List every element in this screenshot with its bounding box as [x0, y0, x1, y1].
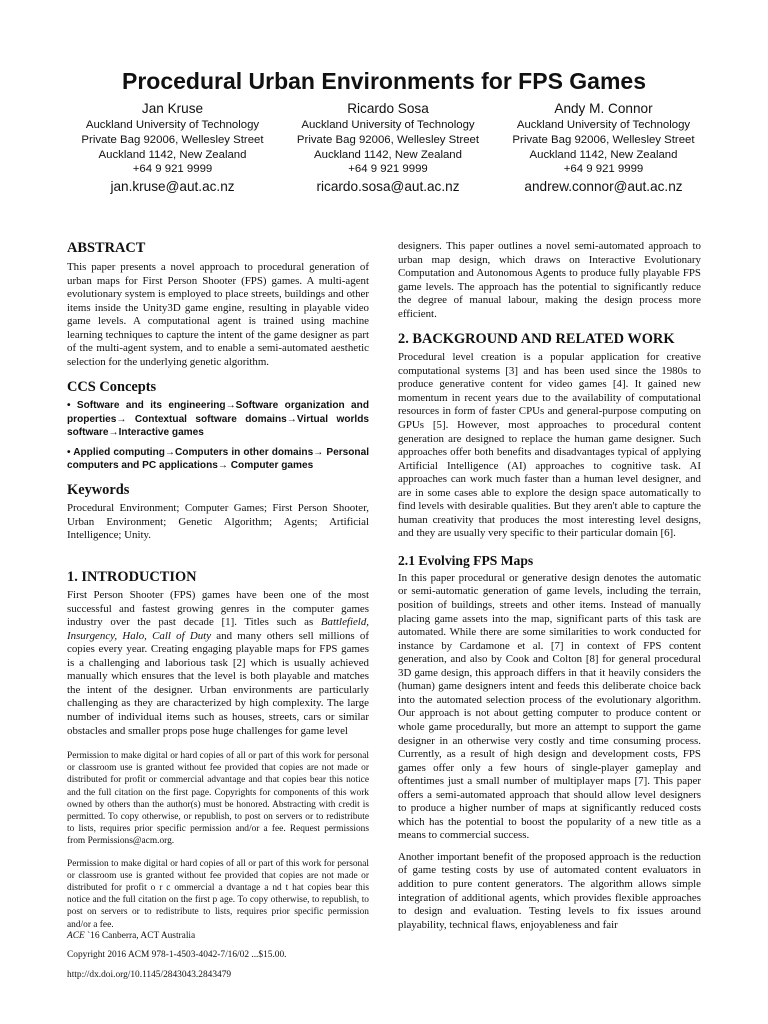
author-address-line: Private Bag 92006, Wellesley Street: [512, 133, 695, 146]
author-block: [70, 99, 706, 196]
doi-link[interactable]: http://dx.doi.org/10.1145/2843043.2843479: [67, 970, 232, 981]
keywords-heading: Keywords: [67, 482, 130, 499]
evolving-maps-heading: 2.1 Evolving FPS Maps: [398, 552, 534, 568]
author-address-line: Private Bag 92006, Wellesley Street: [81, 133, 264, 146]
author-card: [286, 99, 491, 196]
copyright-notice: Permission to make digital or hard copies of all or part of this work for personal or classroom use is granted without fee provided that copies are not made or distributed for profit or commercial advantage and that copies bear this notice and the full citation on the first page. Copyrights for components of this work owned by others than the author(s) must be honored. Abstracting with credit is permitted. To copy otherwise, or republish, to post on servers or to redistribute to lists, requires prior specific permission and/or a fee. Request permissions from Permissions@acm.org.: [67, 751, 369, 847]
venue-detail: `16 Canberra, ACT Australia: [84, 930, 196, 941]
author-name: Andy M. Connor: [554, 101, 653, 116]
author-address-line: Private Bag 92006, Wellesley Street: [296, 133, 480, 146]
introduction-continuation: designers. This paper outlines a novel semi-automated approach to urban map design, which draws on Interactive Evolutionary Computation and Autonomous Agents to produce fully playable FPS game levels. The approach has the potential to significantly reduce the degree of manual labour, making the design process more efficient.: [398, 240, 701, 320]
keywords-text: Procedural Environment; Computer Games; First Person Shooter, Urban Environment; Genetic Algorithm; Agents; Artificial Intelligence; Unity.: [67, 502, 369, 542]
author-email: andrew.connor@aut.ac.nz: [524, 179, 683, 195]
background-heading: 2. BACKGROUND AND RELATED WORK: [398, 331, 675, 348]
venue-name: ACE: [67, 930, 85, 941]
author-affiliation: Auckland University of Technology: [301, 119, 475, 131]
abstract-text: This paper presents a novel approach to procedural generation of urban maps for First Person Shooter (FPS) games. A multi-agent evolutionary system is employed to place streets, buildings and other items inside the Unity3D game engine, resulting in playable video game levels. A computational agent is trained using machine learning techniques to capture the intent of the game designer as part of the multi-agent system, and to enable a semi-automated aesthetic selection for the underlying genetic algorithm.: [67, 261, 369, 368]
background-paragraph: Procedural level creation is a popular application for creative computational systems [3] and has been used since the 1980s to produce generative content for video games [4]. It gained new momentum in recent years due to the availability of computational resources in form of faster CPUs and general-purpose computing on GPUs [5]. However, most approaches to procedural content generation are designed to replace the human game designer. Such approaches offer both benefits and disadvantages typical of applying Artificial Intelligence (AI) approaches to cognitive task. AI approaches can work much faster than a human level designer, and are in some cases able to explore the design space automatically to find levels with desirable qualities. But they aren't able to capture the human creativity that produces the most interesting level designs, and they are usually very specific to their particular domain [6].: [398, 351, 701, 540]
evolving-maps-paragraph: Another important benefit of the proposed approach is the reduction of game testing costs by use of automated content evaluators in addition to pure content generators. The algorithm allows simple integration of additional agents, which provides flexible approaches to design and evaluation. Testing levels to fix issues around playability, technical flaws, enjoyableness and fair: [398, 850, 701, 931]
intro-game-titles: Battlefield, Insurgency, Halo, Call of Duty: [67, 616, 369, 642]
author-affiliation: Auckland University of Technology: [516, 119, 691, 131]
copyright-line: Copyright 2016 ACM 978-1-4503-4042-7/16/02 ...$15.00.: [67, 950, 287, 961]
author-card: [70, 99, 275, 196]
author-address-line: Auckland 1142, New Zealand: [314, 148, 462, 161]
left-column: [67, 240, 369, 982]
paper-title: Procedural Urban Environments for FPS Games: [121, 68, 647, 94]
abstract-heading: ABSTRACT: [67, 240, 146, 256]
venue-line: [67, 931, 369, 943]
introduction-paragraph: [67, 589, 369, 738]
right-column: [398, 240, 701, 932]
author-email: ricardo.sosa@aut.ac.nz: [316, 179, 460, 195]
evolving-maps-paragraph: In this paper procedural or generative design denotes the automatic or semi-automatic generation of game levels, including the terrain, position of buildings, streets and other items. Instead of manually placing game assets into the map, significant parts of this task are automated. While there are some similarities to work conducted for instance by Cardamone et al. [7] in context of FPS content generation, and also by Cook and Colton [8] for general procedural 3D game design, this approach differs in that it heavily considers the (human) game designers intent and feeds this deliberate choice back into the automated selection process of the evolutionary algorithm. Our approach is not about getting computer to produce content or whole game procedurally, but more an attempt to support the game designer in an otherwise very costly and time consuming process. Currently, as a result of high design and development costs, FPS games offer only a few hours of single-player gameplay and oftentimes just a small number of multiplayer maps [7]. This paper offers a semi-automated approach that should allow level designers to produce a higher number of maps at significantly reduced costs which has the potential to boost the popularity of a new title as a means to commercial success.: [398, 571, 701, 842]
introduction-heading: 1. INTRODUCTION: [67, 569, 197, 586]
author-affiliation: Auckland University of Technology: [85, 119, 260, 131]
author-phone: +64 9 921 9999: [132, 163, 213, 176]
author-address-line: Auckland 1142, New Zealand: [98, 148, 247, 161]
ccs-concept-item: • Software and its engineering→Software organization and properties→ Contextual software domains→Virtual worlds software→Interactive games: [67, 400, 369, 438]
ccs-heading: CCS Concepts: [67, 379, 157, 396]
author-phone: +64 9 921 9999: [563, 163, 644, 176]
author-name: Ricardo Sosa: [347, 101, 429, 116]
intro-text-start: First Person Shooter (FPS) games have been one of the most successful and fastest growing genres in the computer games industry over the past decade [1]. Titles such as: [67, 589, 369, 629]
spacer: [67, 543, 369, 559]
intro-text-end: and many others sell millions of copies every year. Creating engaging playable maps for FPS games is a challenging and laborious task [2] which is usually achieved manually which ensures that the level is both playable and matches the intent of the designer. Urban environments are particularly challenging as they are characterized by high complexity. The large number of individual items such as houses, streets, cars or similar obstacles and smaller props pose huge challenges for game level: [67, 629, 369, 737]
copyright-notice: Permission to make digital or hard copies of all or part of this work for personal or classroom use is granted without fee provided that copies are not made or distributed for profit o r c ommercial a dvantage a nd t hat copies bear this notice and the full citation on the first p age. To copy otherwise, to republish, to post on servers or to redistribute to lists, requires prior specific permission and/or a fee.: [67, 858, 369, 930]
ccs-concept-item: • Applied computing→Computers in other domains→ Personal computers and PC applications→ Computer games: [67, 446, 369, 472]
author-name: Jan Kruse: [141, 101, 204, 116]
author-phone: +64 9 921 9999: [348, 163, 428, 176]
author-address-line: Auckland 1142, New Zealand: [529, 148, 678, 161]
author-email: jan.kruse@aut.ac.nz: [110, 179, 235, 195]
author-card: [501, 99, 706, 196]
